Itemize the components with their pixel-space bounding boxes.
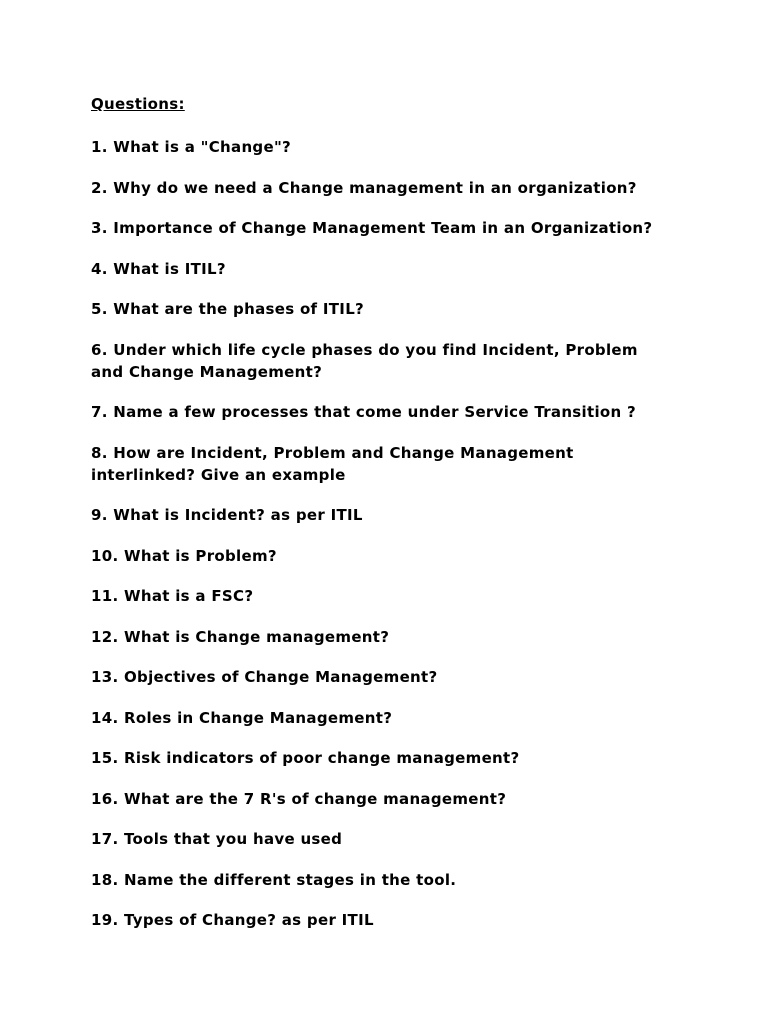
question-item: 3. Importance of Change Management Team in an Organization?	[91, 219, 653, 237]
question-item: 8. How are Incident, Problem and Change Management interlinked? Give an example	[91, 443, 574, 484]
question-item: 5. What are the phases of ITIL?	[91, 300, 365, 318]
question-item: 17. Tools that you have used	[91, 830, 343, 848]
questions-list	[91, 136, 691, 950]
question-item: 15. Risk indicators of poor change management?	[91, 749, 520, 767]
question-item: 19. Types of Change? as per ITIL	[91, 911, 374, 929]
question-item: 10. What is Problem?	[91, 546, 277, 565]
question-item: 7. Name a few processes that come under Service Transition ?	[91, 403, 636, 421]
question-item: 9. What is Incident? as per ITIL	[91, 506, 363, 524]
question-item: 2. Why do we need a Change management in an organization?	[91, 178, 637, 197]
question-item: 14. Roles in Change Management?	[91, 708, 393, 727]
question-item: 4. What is ITIL?	[91, 259, 226, 278]
question-item: 6. Under which life cycle phases do you find Incident, Problem and Change Management?	[91, 340, 638, 381]
questions-heading: Questions:	[91, 95, 185, 113]
question-item: 11. What is a FSC?	[91, 587, 254, 605]
question-item: 12. What is Change management?	[91, 627, 390, 646]
question-item: 18. Name the different stages in the tool.	[91, 870, 457, 889]
question-item: 13. Objectives of Change Management?	[91, 668, 438, 686]
question-item: 16. What are the 7 R's of change management?	[91, 789, 507, 808]
question-item: 1. What is a "Change"?	[91, 138, 292, 156]
